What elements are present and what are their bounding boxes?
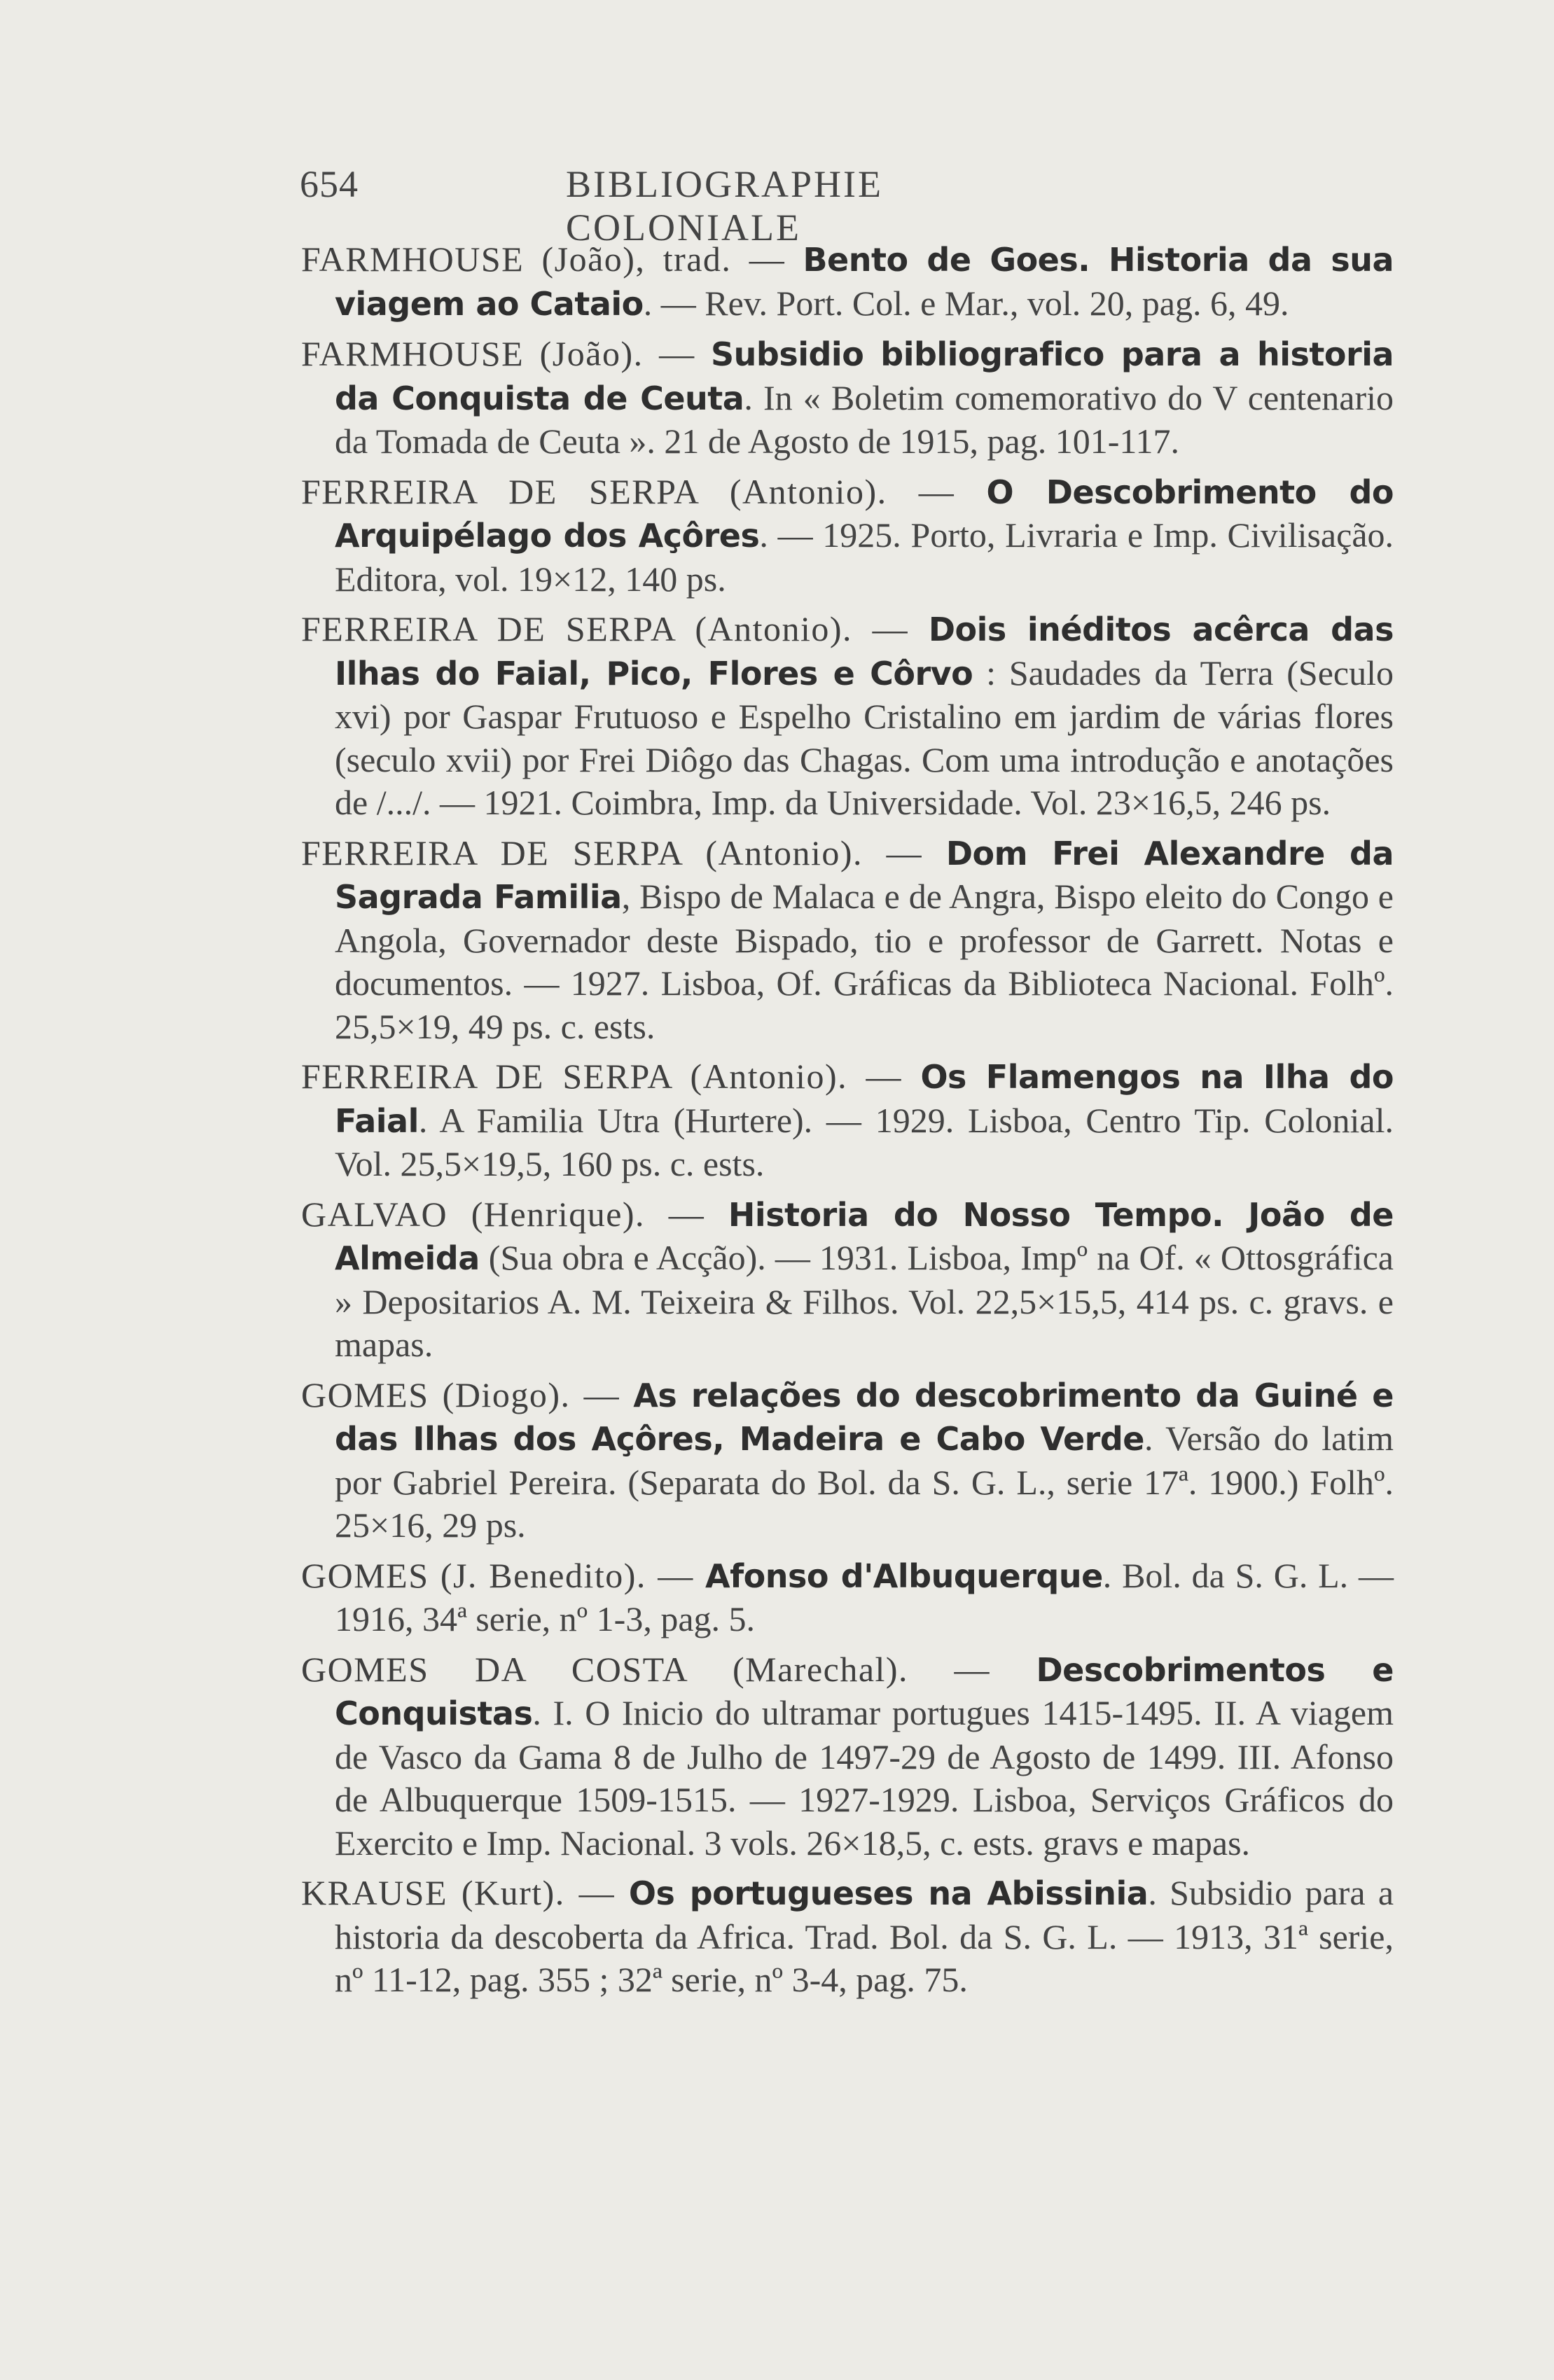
bibliography-list <box>301 238 1394 2009</box>
entry-author: FERREIRA DE SERPA (Antonio). — <box>301 833 946 872</box>
bibliography-entry <box>301 238 1394 326</box>
bibliography-entry <box>301 1374 1394 1547</box>
entry-author: FARMHOUSE (João), trad. — <box>301 239 803 279</box>
bibliography-entry <box>301 1055 1394 1186</box>
entry-author: GOMES DA COSTA (Marechal). — <box>301 1649 1036 1689</box>
entry-title: O Descobrimento do Arquipélago dos Açôres <box>335 473 1394 555</box>
entry-title: Os portugueses na Abissinia <box>628 1874 1149 1912</box>
entry-details: . Subsidio para a historia da descoberta da Africa. Trad. Bol. da S. G. L. — 1913, 31ª serie, nº 11-12, pag. 355 ; 32ª serie, nº 3-4, pag. 75. <box>335 1873 1394 1999</box>
entry-details: . Bol. da S. G. L. — 1916, 34ª serie, nº 1-3, pag. 5. <box>335 1555 1394 1638</box>
entry-author: FERREIRA DE SERPA (Antonio). — <box>301 609 929 648</box>
entry-details: . I. O Inicio do ultramar portugues 1415-1495. II. A viagem de Vasco da Gama 8 de Julho de 1497-29 de Agosto de 1499. III. Afonso de Albuquerque 1509-1515. — 1927-1929. Lisboa, Serviços Gráficos do Exercito e Imp. Nacional. 3 vols. 26×18,5, c. ests. gravs e mapas. <box>335 1693 1394 1863</box>
entry-details: . In « Boletim comemorativo do V centenario da Tomada de Ceuta ». 21 de Agosto de 1915, pag. 101-117. <box>335 377 1394 461</box>
entry-author: FARMHOUSE (João). — <box>301 334 712 373</box>
entry-details: (Sua obra e Acção). — 1931. Lisboa, Impº na Of. « Ottosgráfica » Depositarios A. M. Teixeira & Filhos. Vol. 22,5×15,5, 414 ps. c. gravs. e mapas. <box>335 1238 1394 1364</box>
page-number: 654 <box>300 163 359 205</box>
bibliography-entry <box>301 1648 1394 1865</box>
entry-author: KRAUSE (Kurt). — <box>301 1873 629 1912</box>
entry-title: Descobrimentos e Conquistas <box>335 1650 1394 1732</box>
bibliography-entry <box>301 608 1394 825</box>
entry-author: FERREIRA DE SERPA (Antonio). — <box>301 471 987 511</box>
bibliography-entry <box>301 1193 1394 1367</box>
bibliography-entry <box>301 1872 1394 2002</box>
running-title: BIBLIOGRAPHIE COLONIALE <box>566 163 883 249</box>
bibliography-entry <box>301 471 1394 601</box>
entry-details: . — 1925. Porto, Livraria e Imp. Civilisação. Editora, vol. 19×12, 140 ps. <box>335 515 1394 599</box>
entry-author: GOMES (J. Benedito). — <box>301 1555 706 1595</box>
bibliography-entry <box>301 1554 1394 1641</box>
entry-author: FERREIRA DE SERPA (Antonio). — <box>301 1057 921 1096</box>
entry-title: As relações do descobrimento da Guiné e das Ilhas dos Açôres, Madeira e Cabo Verde <box>335 1376 1394 1458</box>
entry-details: , Bispo de Malaca e de Angra, Bispo eleito do Congo e Angola, Governador deste Bispado, tio e professor de Garrett. Notas e documentos. — 1927. Lisboa, Of. Gráficas da Biblioteca Nacional. Folhº. 25,5×19, 49 ps. c. ests. <box>335 877 1394 1046</box>
entry-details: . Versão do latim por Gabriel Pereira. (Separata do Bol. da S. G. L., serie 17ª. 1900.) Folhº. 25×16, 29 ps. <box>335 1419 1394 1545</box>
entry-details: . A Familia Utra (Hurtere). — 1929. Lisboa, Centro Tip. Colonial. Vol. 25,5×19,5, 160 ps. c. ests. <box>335 1100 1394 1183</box>
running-head <box>300 162 1126 249</box>
entry-title: Dom Frei Alexandre da Sagrada Familia <box>335 834 1394 916</box>
entry-title: Afonso d'Albuquerque <box>705 1557 1103 1595</box>
entry-title: Subsidio bibliografico para a historia da Conquista de Ceuta <box>335 335 1394 417</box>
entry-details: . — Rev. Port. Col. e Mar., vol. 20, pag. 6, 49. <box>643 283 1289 323</box>
entry-title: Historia do Nosso Tempo. João de Almeida <box>335 1195 1394 1277</box>
entry-title: Dois inéditos acêrca das Ilhas do Faial, Pico, Flores e Côrvo <box>335 611 1394 693</box>
entry-details: : Saudades da Terra (Seculo xvi) por Gaspar Frutuoso e Espelho Cristalino em jardim de várias flores (seculo xvii) por Frei Diôgo das Chagas. Com uma introdução e anotações de /.../. — 1921. Coimbra, Imp. da Universidade. Vol. 23×16,5, 246 ps. <box>335 653 1394 822</box>
entry-author: GOMES (Diogo). — <box>301 1375 634 1414</box>
entry-title: Os Flamengos na Ilha do Faial <box>335 1058 1394 1140</box>
entry-title: Bento de Goes. Historia da sua viagem ao Cataio <box>335 241 1394 323</box>
bibliography-entry <box>301 333 1394 464</box>
entry-author: GALVAO (Henrique). — <box>301 1194 728 1234</box>
bibliography-entry <box>301 832 1394 1049</box>
